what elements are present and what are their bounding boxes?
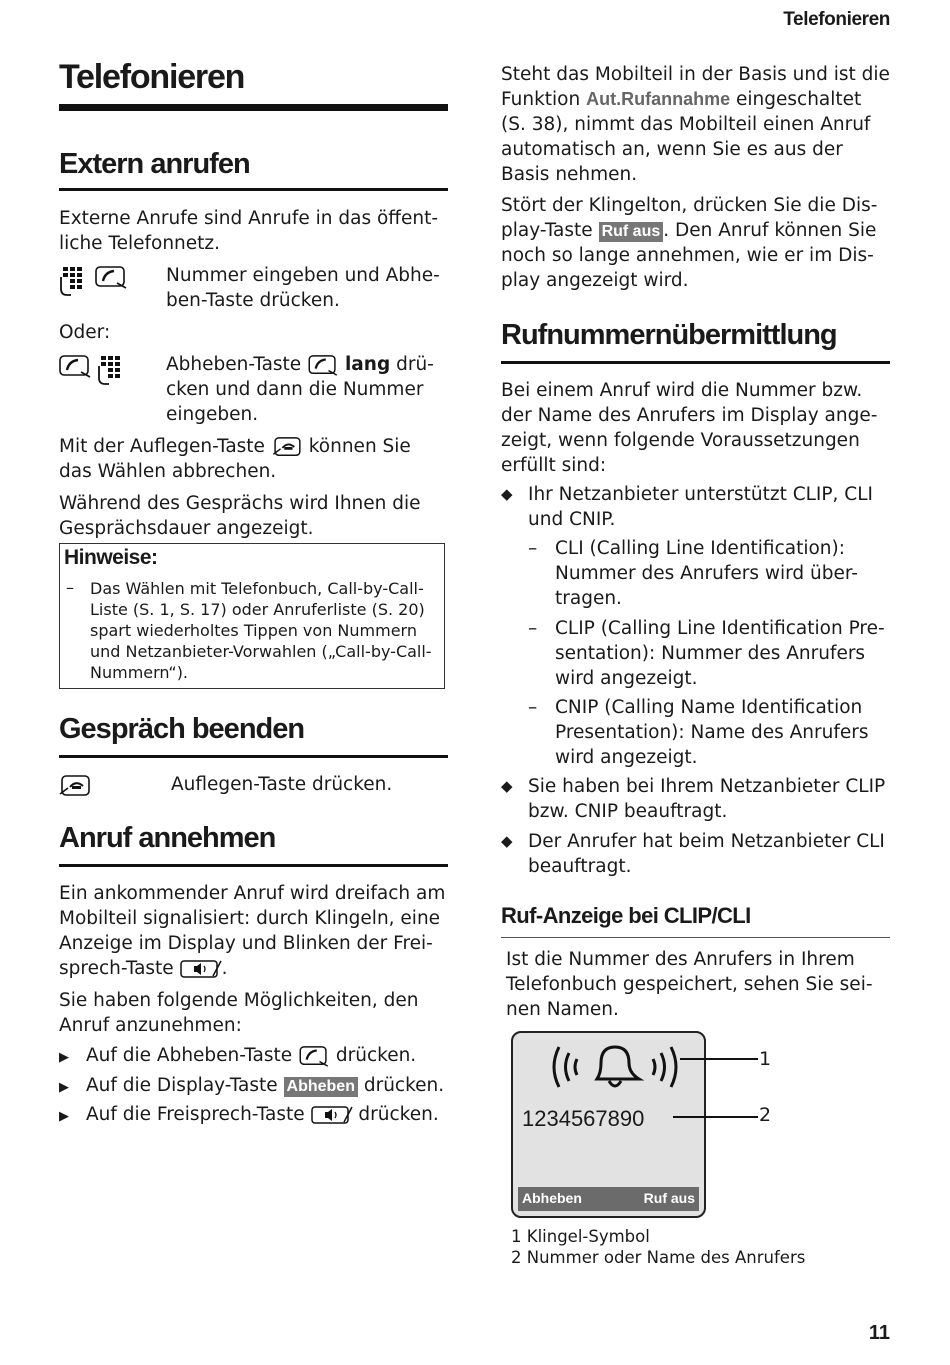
clip-bullet-1-text: Ihr Netzanbieter unterstützt CLIP, CLI und CNIP.	[528, 484, 873, 530]
clip-intro: Bei einem Anruf wird die Nummer bzw. der Name des Anrufers im Display ange-zeigt, wenn folgende Voraussetzungen erfüllt sind:	[501, 380, 878, 476]
softkey-bar	[518, 1187, 699, 1211]
dash-bullet: –	[528, 538, 538, 559]
dash-bullet: –	[528, 697, 538, 718]
annehmen-intro	[59, 881, 449, 981]
annehmen-intro-b: .	[221, 958, 228, 979]
extern-intro: Externe Anrufe sind Anrufe in das öffent-liche Telefonnetz.	[59, 208, 439, 254]
function-name-aut-rufannahme: Aut.Rufannahme	[586, 89, 731, 109]
cancel-paragraph	[59, 434, 449, 484]
heading-rufnummernuebermittlung: Rufnummernübermittlung	[501, 319, 837, 351]
clip-bullet-3-text: Der Anrufer hat beim Netzanbieter CLI beauftragt.	[528, 831, 885, 877]
item1-text-a: Auf die Abheben-Taste	[86, 1045, 293, 1066]
heading-anruf-annehmen: Anruf annehmen	[59, 822, 276, 854]
heading-gespraech-beenden: Gespräch beenden	[59, 713, 305, 745]
display-key-abheben: Abheben	[284, 1077, 358, 1097]
talk-key-icon	[307, 354, 339, 376]
handsfree-key-icon	[180, 959, 222, 979]
item2-text-a: Auf die Display-Taste	[86, 1075, 278, 1096]
note-dash: –	[66, 578, 74, 597]
annehmen-options: Sie haben folgende Möglichkeiten, den Anruf anzunehmen:	[59, 990, 419, 1036]
heading-rule	[59, 864, 448, 867]
step2-text-b: drü-cken und dann die Nummer eingeben.	[166, 354, 434, 425]
softkey-ruf-aus: Ruf aus	[643, 1190, 695, 1206]
bell-icon	[547, 1041, 683, 1093]
arrow-bullet-icon: ▶	[59, 1109, 69, 1124]
keypad-icon	[59, 265, 89, 297]
end-key-icon	[59, 774, 91, 798]
handsfree-key-icon	[311, 1105, 353, 1125]
heading-rule	[59, 188, 448, 191]
talk-key-icon	[95, 265, 127, 289]
annehmen-intro-a: Ein ankommender Anruf wird dreifach am Mobilteil signalisiert: durch Klingeln, eine Anzeige im Display und Blinken der Frei-sprech-Taste	[59, 883, 446, 979]
cancel-text-a: Mit der Auflegen-Taste	[59, 436, 265, 457]
or-label: Oder:	[59, 322, 111, 343]
callout-line-1	[680, 1058, 758, 1060]
auto-answer-paragraph	[501, 62, 891, 187]
end-key-icon	[271, 436, 303, 458]
heading-rule-thin	[501, 937, 890, 938]
heading-extern-anrufen: Extern anrufen	[59, 148, 250, 180]
diamond-bullet-icon: ◆	[501, 777, 513, 795]
handset-display	[511, 1031, 706, 1218]
ruf-paragraph: Ist die Nummer des Anrufers in Ihrem Telefonbuch gespeichert, sehen Sie sei-nen Namen.	[506, 949, 873, 1020]
arrow-bullet-icon: ▶	[59, 1080, 69, 1095]
item1-text-b: drücken.	[335, 1045, 417, 1066]
heading-rule	[501, 361, 890, 364]
duration-paragraph: Während des Gesprächs wird Ihnen die Gesprächsdauer angezeigt.	[59, 493, 421, 539]
page-title: Telefonieren	[59, 58, 245, 96]
note-text: Das Wählen mit Telefonbuch, Call-by-Call-Liste (S. 1, S. 17) oder Anruferliste (S. 20) spart wiederholtes Tippen von Nummern und Netzanbieter-Vorwahlen („Call-by-Call-Nummern“).	[90, 579, 432, 682]
legend-2: 2 Nummer oder Name des Anrufers	[511, 1248, 806, 1267]
display-key-ruf-aus: Ruf aus	[599, 222, 664, 242]
talk-key-icon	[298, 1045, 330, 1067]
caller-number: 1234567890	[522, 1106, 645, 1131]
note-title-text: Hinweise	[64, 546, 152, 569]
dash-bullet: –	[528, 618, 538, 639]
item3-text-b: drücken.	[358, 1104, 439, 1125]
extern-step-1-text: Nummer eingeben und Abhe-ben-Taste drücken.	[166, 265, 440, 311]
ring-text-a: Stört der Klingelton, drücken Sie die Dis-play-Taste	[501, 195, 878, 241]
beenden-text: Auflegen-Taste drücken.	[171, 774, 393, 795]
heading-rule	[59, 755, 448, 758]
diamond-bullet-icon: ◆	[501, 485, 513, 503]
clip-sub-2-text: CLIP (Calling Line Identification Pre-sentation): Nummer des Anrufers wird angezeigt.	[555, 618, 885, 689]
note-title: Hinweise:	[64, 546, 158, 569]
clip-sub-3-text: CNIP (Calling Name Identification Presentation): Name des Anrufers wird angezeigt.	[555, 697, 869, 768]
note-box	[59, 543, 445, 689]
running-header: Telefonieren	[783, 9, 890, 30]
keypad-icon	[97, 354, 127, 386]
ringtone-paragraph	[501, 193, 891, 293]
clip-bullet-2-text: Sie haben bei Ihrem Netzanbieter CLIP bzw. CNIP beauftragt.	[528, 776, 886, 822]
legend-1: 1 Klingel-Symbol	[511, 1227, 650, 1246]
step2-bold: lang	[344, 354, 391, 375]
auto-text-b: eingeschaltet (S. 38), nimmt das Mobilteil einen Anruf automatisch an, wenn Sie es aus der Basis nehmen.	[501, 89, 871, 185]
auto-text-a: Steht das Mobilteil in der Basis und ist die Funktion	[501, 64, 890, 110]
clip-sub-1-text: CLI (Calling Line Identification): Nummer des Anrufers wird über-tragen.	[555, 538, 858, 609]
item3-text-a: Auf die Freisprech-Taste	[86, 1104, 305, 1125]
callout-line-2	[673, 1116, 758, 1118]
ring-text-b: . Den Anruf können Sie noch so lange annehmen, wie er im Dis-play angezeigt wird.	[501, 220, 877, 291]
cancel-text-b: können Sie das Wählen abbrechen.	[59, 436, 411, 482]
extern-step-2-text	[166, 352, 451, 427]
title-rule	[59, 104, 448, 111]
arrow-bullet-icon: ▶	[59, 1050, 69, 1065]
talk-key-icon	[59, 354, 91, 378]
callout-1: 1	[759, 1048, 772, 1070]
callout-2: 2	[759, 1104, 772, 1126]
heading-ruf-anzeige: Ruf-Anzeige bei CLIP/CLI	[501, 903, 751, 928]
diamond-bullet-icon: ◆	[501, 832, 513, 850]
step2-text-a: Abheben-Taste	[166, 354, 302, 375]
page-number: 11	[868, 1322, 890, 1344]
softkey-abheben: Abheben	[522, 1190, 582, 1206]
item2-text-b: drücken.	[363, 1075, 445, 1096]
